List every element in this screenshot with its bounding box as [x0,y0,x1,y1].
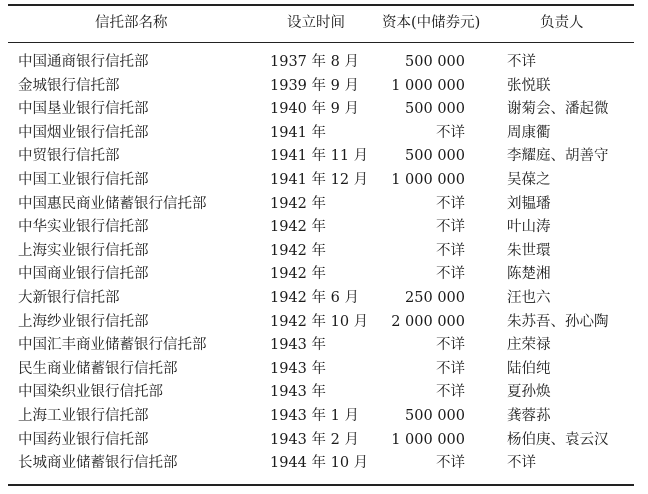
bank-trust-dept-name: 中国惠民商业储蓄银行信托部 [18,195,207,212]
table-bottom-rule [8,484,634,486]
capital-amount: 1 000 000 [391,172,465,188]
established-date: 1942 年 [270,219,327,236]
established-date: 1943 年 [270,384,327,401]
capital-amount: 500 000 [405,101,465,118]
established-date: 1937 年 8 月 [270,54,359,70]
table-row [0,289,648,313]
bank-trust-dept-name: 中国工业银行信托部 [18,172,149,188]
bank-trust-dept-name: 上海实业银行信托部 [18,242,149,259]
table-row [0,147,648,171]
capital-amount: 不详 [436,337,465,354]
bank-trust-dept-name: 中国药业银行信托部 [18,431,149,448]
header-capital: 资本(中储券元) [382,15,481,31]
table-row [0,124,648,148]
table-row [0,171,648,195]
capital-amount: 不详 [436,195,465,212]
person-in-charge: 陆伯纯 [507,360,551,377]
table-row [0,313,648,337]
established-date: 1942 年 [270,266,327,283]
bank-trust-dept-name: 大新银行信托部 [18,290,120,306]
person-in-charge: 叶山涛 [507,219,551,236]
capital-amount: 500 000 [405,148,465,165]
person-in-charge: 朱苏吾、孙心陶 [507,313,609,330]
table-row [0,100,648,124]
capital-amount: 250 000 [405,290,465,306]
bank-trust-dept-name: 中国垦业银行信托部 [18,101,149,118]
person-in-charge: 吴葆之 [507,172,551,188]
person-in-charge: 张悦联 [507,77,551,94]
table-header-rule [8,42,634,43]
established-date: 1943 年 1 月 [270,408,359,424]
person-in-charge: 夏孙焕 [507,384,551,401]
person-in-charge: 李耀庭、胡善守 [507,148,609,165]
bank-trust-dept-name: 上海纱业银行信托部 [18,313,149,330]
header-date: 设立时间 [287,15,345,31]
capital-amount: 2 000 000 [391,313,465,330]
table-row [0,242,648,266]
established-date: 1941 年 12 月 [270,172,369,188]
established-date: 1941 年 [270,124,327,141]
established-date: 1943 年 2 月 [270,431,359,448]
capital-amount: 500 000 [405,408,465,424]
header-name: 信托部名称 [95,15,168,31]
capital-amount: 1 000 000 [391,431,465,448]
person-in-charge: 周康衢 [507,124,551,141]
person-in-charge: 谢菊会、潘起微 [507,101,609,118]
person-in-charge: 不详 [507,455,536,472]
capital-amount: 500 000 [405,54,465,70]
bank-trust-dept-name: 中国通商银行信托部 [18,54,149,70]
table-row [0,431,648,455]
established-date: 1942 年 10 月 [270,313,369,330]
established-date: 1942 年 [270,242,327,259]
bank-trust-dept-name: 长城商业储蓄银行信托部 [18,455,178,472]
capital-amount: 1 000 000 [391,77,465,94]
capital-amount: 不详 [436,384,465,401]
bank-trust-dept-name: 民生商业储蓄银行信托部 [18,360,178,377]
established-date: 1941 年 11 月 [270,148,369,165]
person-in-charge: 朱世環 [507,242,551,259]
table-row [0,218,648,242]
bank-trust-dept-name: 金城银行信托部 [18,77,120,94]
person-in-charge: 刘韫璠 [507,195,551,212]
person-in-charge: 陈楚湘 [507,266,551,283]
capital-amount: 不详 [436,242,465,259]
person-in-charge: 汪也六 [507,290,551,306]
established-date: 1943 年 [270,337,327,354]
table-row [0,265,648,289]
person-in-charge: 龚蓉荪 [507,408,551,424]
established-date: 1943 年 [270,360,327,377]
established-date: 1940 年 9 月 [270,101,359,118]
bank-trust-dept-name: 中华实业银行信托部 [18,219,149,236]
bank-trust-dept-name: 中国汇丰商业储蓄银行信托部 [18,337,207,354]
established-date: 1944 年 10 月 [270,455,369,472]
person-in-charge: 杨伯庚、袁云汉 [507,431,609,448]
capital-amount: 不详 [436,360,465,377]
table-row [0,195,648,219]
table-row [0,336,648,360]
table-row [0,383,648,407]
table-top-rule [8,4,634,6]
bank-trust-dept-name: 中国烟业银行信托部 [18,124,149,141]
table-row [0,407,648,431]
person-in-charge: 庄荣禄 [507,337,551,354]
capital-amount: 不详 [436,219,465,236]
header-head: 负责人 [540,15,584,31]
capital-amount: 不详 [436,124,465,141]
bank-trust-dept-name: 中国染织业银行信托部 [18,384,163,401]
capital-amount: 不详 [436,266,465,283]
table-row [0,360,648,384]
person-in-charge: 不详 [507,54,536,70]
bank-trust-dept-name: 中国商业银行信托部 [18,266,149,283]
bank-trust-dept-name: 中贸银行信托部 [18,148,120,165]
bank-trust-dept-name: 上海工业银行信托部 [18,408,149,424]
established-date: 1942 年 6 月 [270,290,359,306]
established-date: 1942 年 [270,195,327,212]
established-date: 1939 年 9 月 [270,77,359,94]
table-row [0,53,648,77]
capital-amount: 不详 [436,455,465,472]
table-row [0,454,648,478]
table-row [0,77,648,101]
